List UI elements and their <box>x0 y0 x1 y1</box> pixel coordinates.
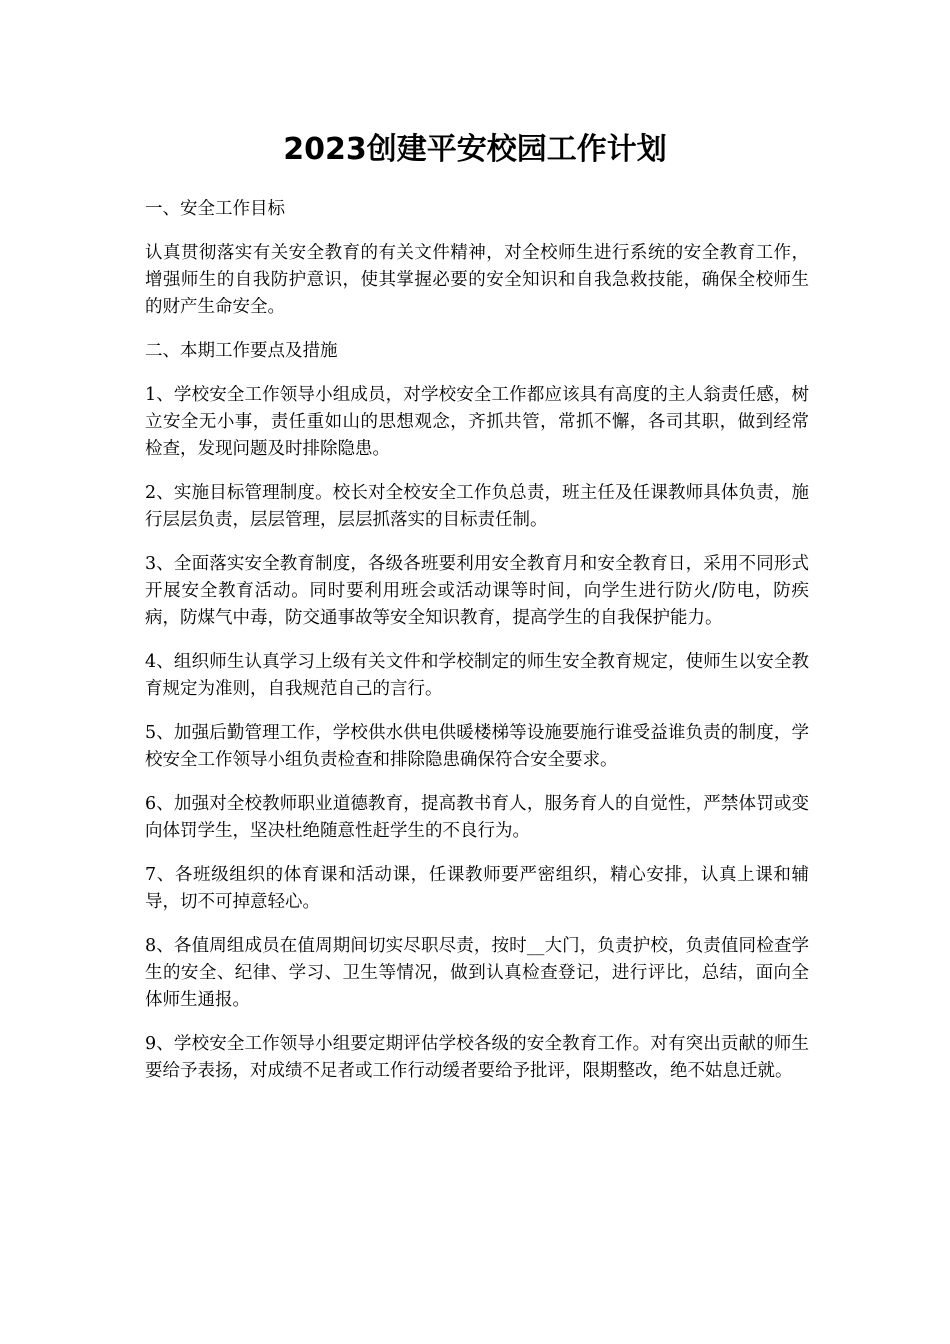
paragraph-measure-2: 2、实施目标管理制度。校长对全校安全工作负总责，班主任及任课教师具体负责，施行层层负责，层层管理，层层抓落实的目标责任制。 <box>145 483 809 530</box>
paragraph-measure-4: 4、组织师生认真学习上级有关文件和学校制定的师生安全教育规定，使师生以安全教育规定为准则，自我规范自己的言行。 <box>145 652 809 699</box>
section-heading-measures: 二、本期工作要点及措施 <box>145 341 338 361</box>
section-heading-goals: 一、安全工作目标 <box>145 199 285 219</box>
paragraph-measure-7: 7、各班级组织的体育课和活动课，任课教师要严密组织，精心安排，认真上课和辅导，切不可掉意轻心。 <box>145 865 809 912</box>
document-body <box>145 196 809 1102</box>
paragraph-measure-8: 8、各值周组成员在值周期间切实尽职尽责，按时__大门，负责护校，负责值同检查学生的安全、纪律、学习、卫生等情况，做到认真检查登记，进行评比，总结，面向全体师生通报。 <box>145 936 809 1010</box>
document-title: 2023创建平安校园工作计划 <box>283 132 667 167</box>
paragraph-measure-9: 9、学校安全工作领导小组要定期评估学校各级的安全教育工作。对有突出贡献的师生要给予表扬，对成绩不足者或工作行动缓者要给予批评，限期整改，绝不姑息迁就。 <box>145 1034 809 1081</box>
paragraph-measure-3: 3、全面落实安全教育制度，各级各班要利用安全教育月和安全教育日，采用不同形式开展安全教育活动。同时要利用班会或活动课等时间，向学生进行防火/防电，防疾病，防煤气中毒，防交通事故等安全知识教育，提高学生的自我保护能力。 <box>145 554 809 628</box>
paragraph-goals: 认真贯彻落实有关安全教育的有关文件精神，对全校师生进行系统的安全教育工作，增强师生的自我防护意识，使其掌握必要的安全知识和自我急救技能，确保全校师生的财产生命安全。 <box>145 243 809 317</box>
paragraph-measure-1: 1、学校安全工作领导小组成员，对学校安全工作都应该具有高度的主人翁责任感，树立安全无小事，责任重如山的思想观念，齐抓共管，常抓不懈，各司其职，做到经常检查，发现问题及时排除隐患。 <box>145 385 809 459</box>
paragraph-measure-5: 5、加强后勤管理工作，学校供水供电供暖楼梯等设施要施行谁受益谁负责的制度，学校安全工作领导小组负责检查和排除隐患确保符合安全要求。 <box>145 723 809 770</box>
paragraph-measure-6: 6、加强对全校教师职业道德教育，提高教书育人，服务育人的自觉性，严禁体罚或变向体罚学生，坚决杜绝随意性赶学生的不良行为。 <box>145 794 809 841</box>
